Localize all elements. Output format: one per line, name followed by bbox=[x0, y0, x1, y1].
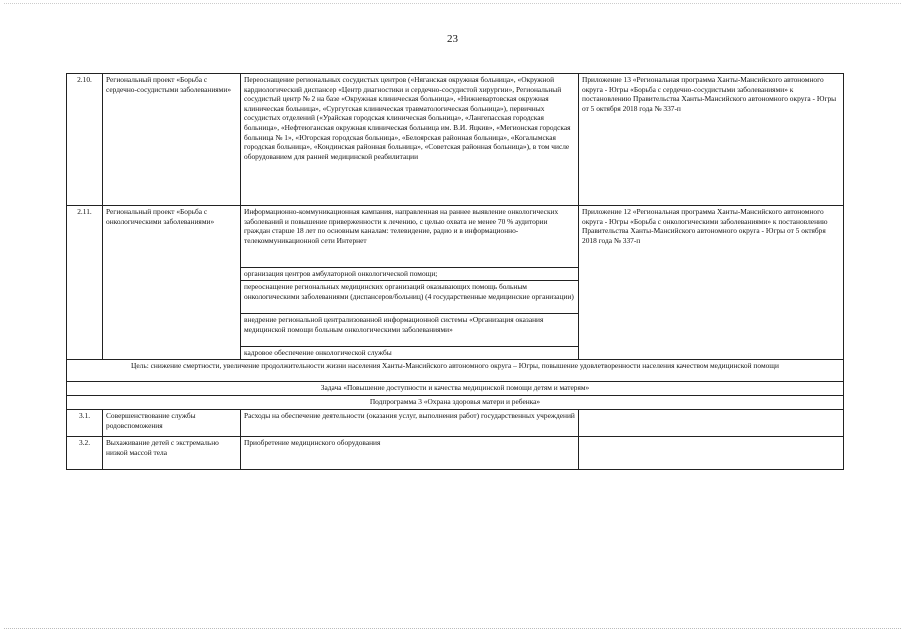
subprogram-title: Подпрограмма 3 «Охрана здоровья матери и ребенка» bbox=[67, 396, 844, 410]
row-number: 2.10. bbox=[67, 74, 103, 206]
activity-cell: переоснащение региональных медицинских организаций оказывающих помощь больным онкологическими заболеваниями (диспансеров/больниц) (4 государственные медицинские организации) bbox=[241, 281, 579, 314]
activity-cell: организация центров амбулаторной онкологической помощи; bbox=[241, 268, 579, 281]
table-row bbox=[67, 437, 844, 470]
task-text: Задача «Повышение доступности и качества медицинской помощи детям и матерям» bbox=[67, 382, 844, 396]
activity-cell: Приобретение медицинского оборудования bbox=[241, 437, 579, 470]
scan-bottom-edge bbox=[4, 628, 901, 630]
subprogram-row bbox=[67, 396, 844, 410]
project-name: Региональный проект «Борьба с онкологическими заболеваниями» bbox=[103, 206, 241, 360]
reference-cell bbox=[579, 437, 844, 470]
table-row bbox=[67, 74, 844, 206]
reference-cell bbox=[579, 410, 844, 437]
row-number: 3.2. bbox=[67, 437, 103, 470]
project-name: Региональный проект «Борьба с сердечно-сосудистыми заболеваниями» bbox=[103, 74, 241, 206]
activity-cell: Расходы на обеспечение деятельности (оказания услуг, выполнения работ) государственных учреждений bbox=[241, 410, 579, 437]
activity-cell: кадровое обеспечение онкологической службы bbox=[241, 347, 579, 360]
project-name: Выхаживание детей с экстремально низкой массой тела bbox=[103, 437, 241, 470]
activity-cell: внедрение региональной централизованной информационной системы «Организация оказания медицинской помощи больным онкологическими заболеваниями» bbox=[241, 314, 579, 347]
reference-cell: Приложение 13 «Региональная программа Ханты-Мансийского автономного округа - Югры «Борьба с сердечно-сосудистыми заболеваниями» к постановлению Правительства Ханты-Мансийского автономного округа - Югры от 5 октября 2018 года № 337-п bbox=[579, 74, 844, 206]
activity-cell: Переоснащение региональных сосудистых центров («Няганская окружная больница», «Окружной кардиологический диспансер «Центр диагностики и сердечно-сосудистой хирургии», Региональный сосудистый центр № 2 на базе «Окружная клиническая больница», «Нижневартовская окружная клиническая больница», «Сургутская клиническая травматологическая больница»), первичных сосудистых отделений («Урайская городская клиническая больница», «Лангепасская городская больница», «Нефтеюганская окружная клиническая больница им. В.И. Яцкив», «Мегионская городская больница № 1», «Югорская городская больница», «Белоярская районная больница», «Когалымская городская больница», «Кондинская районная больница», «Советская районная больница»), в том числе оборудованием для ранней медицинской реабилитации bbox=[241, 74, 579, 206]
page-number: 23 bbox=[447, 33, 458, 45]
project-name: Совершенствование службы родовспоможения bbox=[103, 410, 241, 437]
program-table bbox=[66, 73, 844, 470]
row-number: 2.11. bbox=[67, 206, 103, 360]
goal-row bbox=[67, 360, 844, 382]
task-row bbox=[67, 382, 844, 396]
row-number: 3.1. bbox=[67, 410, 103, 437]
scan-top-edge bbox=[4, 3, 901, 5]
goal-text: Цель: снижение смертности, увеличение продолжительности жизни населения Ханты-Мансийского автономного округа – Югры, повышение удовлетворенности населения качеством медицинской помощи bbox=[67, 360, 844, 382]
table-row bbox=[67, 206, 844, 268]
table-row bbox=[67, 410, 844, 437]
reference-cell: Приложение 12 «Региональная программа Ханты-Мансийского автономного округа - Югры «Борьба с онкологическими заболеваниями» к постановлению Правительства Ханты-Мансийского автономного округа - Югры от 5 октября 2018 года № 337-п bbox=[579, 206, 844, 360]
activity-cell: Информационно-коммуникационная кампания, направленная на раннее выявление онкологических заболеваний и повышение приверженности к лечению, с целью охвата не менее 70 % аудитории граждан старше 18 лет по основным каналам: телевидение, радио и в информационно-телекоммуникационной сети Интернет bbox=[241, 206, 579, 268]
